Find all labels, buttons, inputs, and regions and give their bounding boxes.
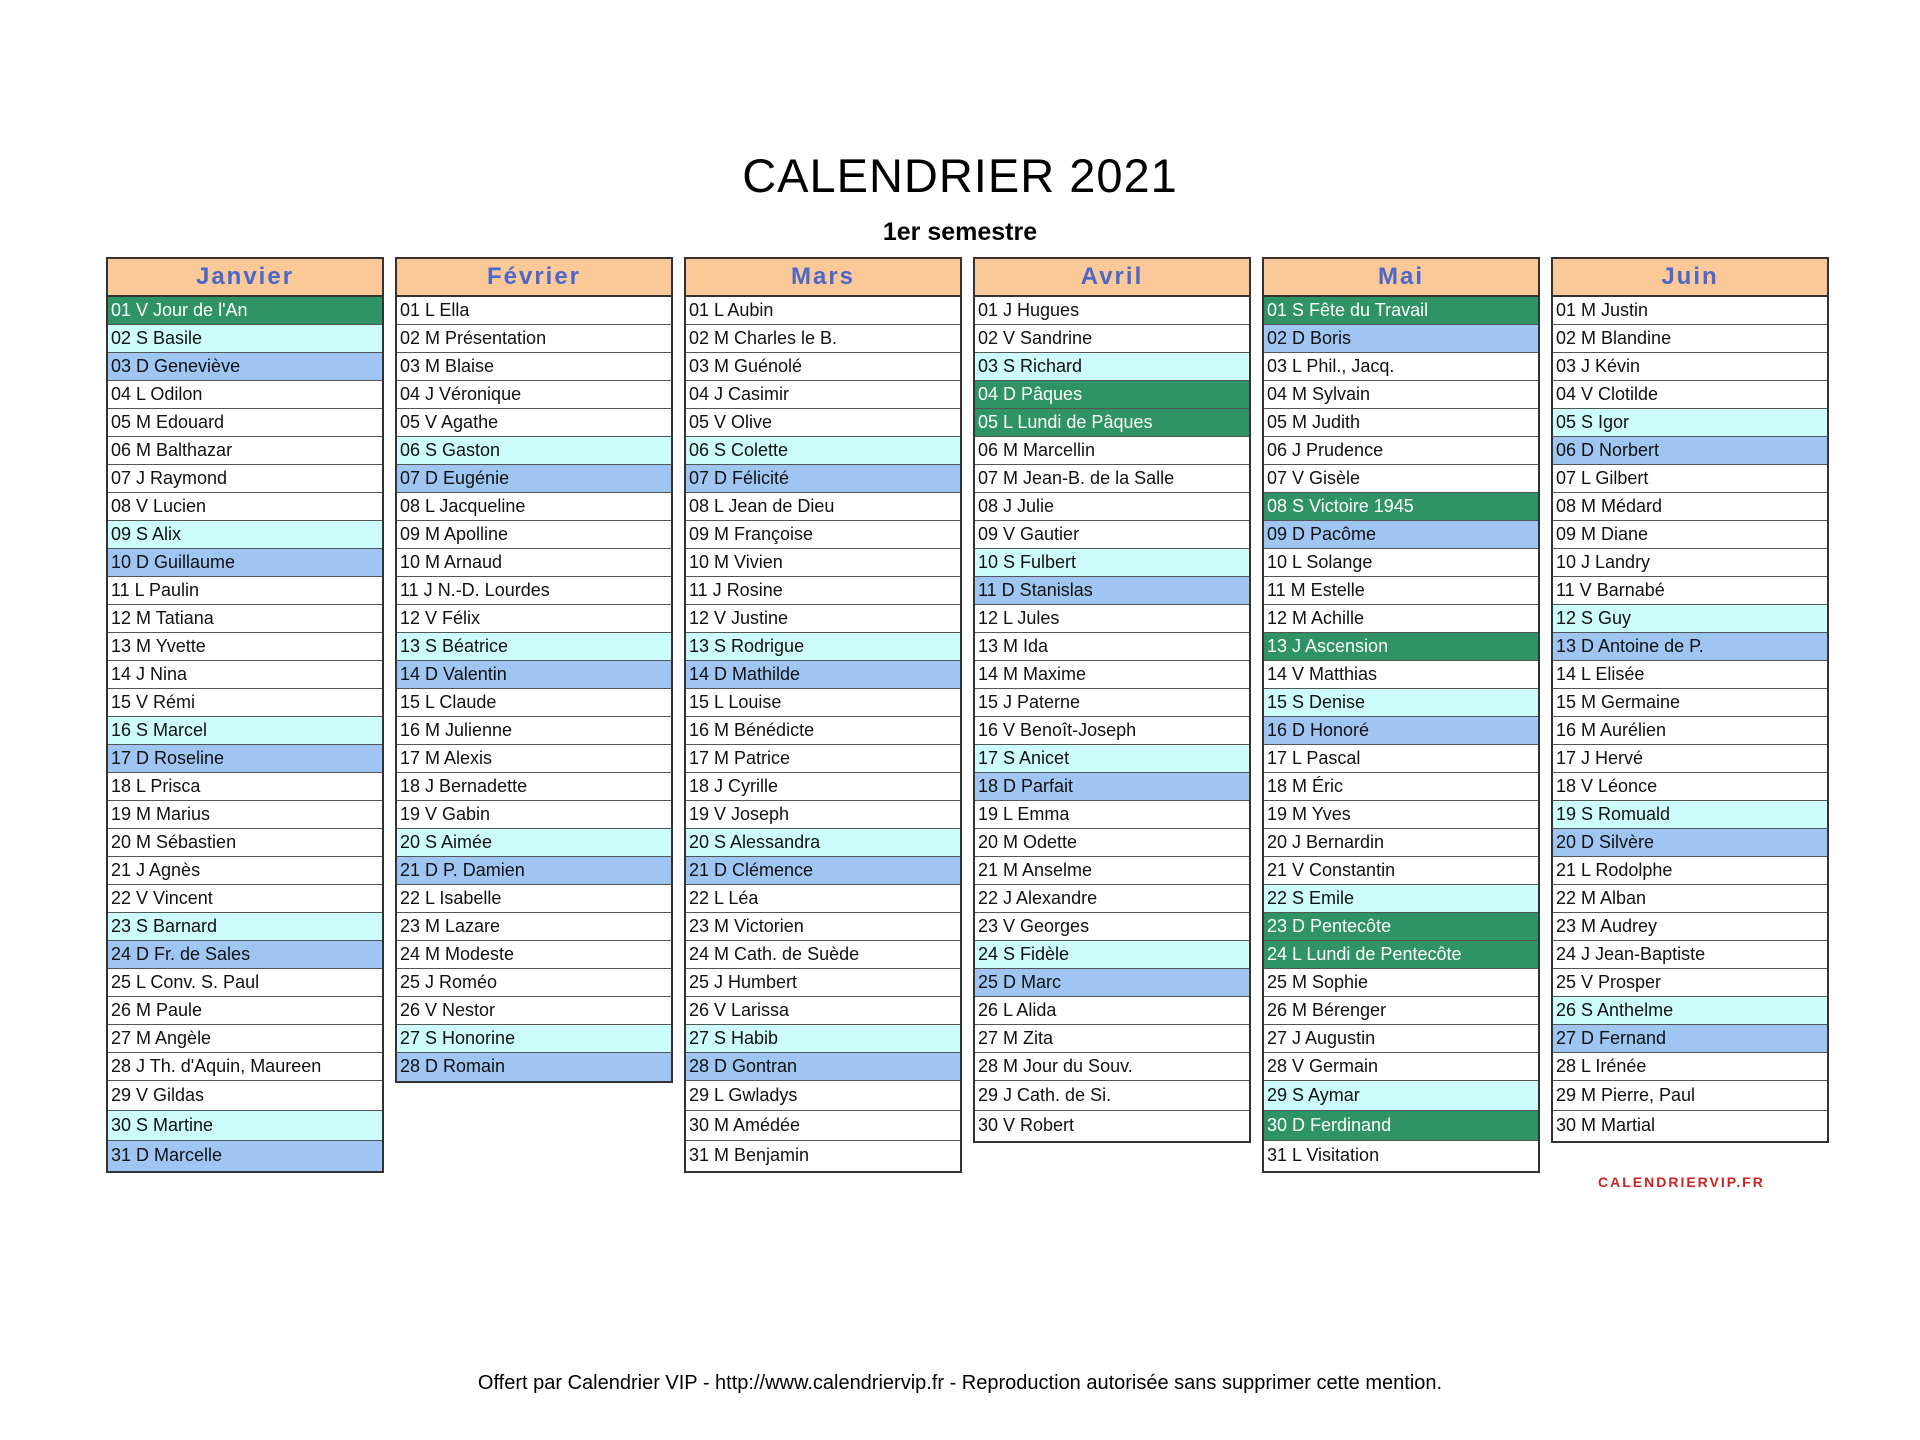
day-row: 21 J Agnès	[108, 857, 382, 885]
day-row: 29 L Gwladys	[686, 1081, 960, 1111]
day-row: 23 D Pentecôte	[1264, 913, 1538, 941]
day-row: 02 M Charles le B.	[686, 325, 960, 353]
day-row: 04 V Clotilde	[1553, 381, 1827, 409]
day-row: 25 D Marc	[975, 969, 1249, 997]
day-row: 29 V Gildas	[108, 1081, 382, 1111]
day-row: 16 M Julienne	[397, 717, 671, 745]
day-row: 05 M Judith	[1264, 409, 1538, 437]
day-row: 03 S Richard	[975, 353, 1249, 381]
day-row: 21 D Clémence	[686, 857, 960, 885]
day-row: 27 M Zita	[975, 1025, 1249, 1053]
day-row: 20 D Silvère	[1553, 829, 1827, 857]
day-row: 07 V Gisèle	[1264, 465, 1538, 493]
day-row: 28 V Germain	[1264, 1053, 1538, 1081]
day-row: 24 M Modeste	[397, 941, 671, 969]
day-row: 18 J Bernadette	[397, 773, 671, 801]
day-row: 21 V Constantin	[1264, 857, 1538, 885]
day-row: 26 M Paule	[108, 997, 382, 1025]
day-row: 24 J Jean-Baptiste	[1553, 941, 1827, 969]
day-row: 02 M Présentation	[397, 325, 671, 353]
day-row: 15 M Germaine	[1553, 689, 1827, 717]
day-row: 23 M Audrey	[1553, 913, 1827, 941]
day-row: 22 J Alexandre	[975, 885, 1249, 913]
day-row: 17 L Pascal	[1264, 745, 1538, 773]
day-row: 17 M Patrice	[686, 745, 960, 773]
day-row: 13 D Antoine de P.	[1553, 633, 1827, 661]
day-row: 06 S Gaston	[397, 437, 671, 465]
day-row: 28 M Jour du Souv.	[975, 1053, 1249, 1081]
day-row: 28 D Romain	[397, 1053, 671, 1081]
day-row: 06 M Balthazar	[108, 437, 382, 465]
day-row: 08 V Lucien	[108, 493, 382, 521]
month-column	[106, 257, 384, 1173]
day-row: 23 V Georges	[975, 913, 1249, 941]
day-row: 14 M Maxime	[975, 661, 1249, 689]
day-row: 09 V Gautier	[975, 521, 1249, 549]
day-row: 24 L Lundi de Pentecôte	[1264, 941, 1538, 969]
day-row: 20 S Alessandra	[686, 829, 960, 857]
day-row: 04 J Casimir	[686, 381, 960, 409]
day-row: 07 L Gilbert	[1553, 465, 1827, 493]
day-row: 22 M Alban	[1553, 885, 1827, 913]
day-row: 21 M Anselme	[975, 857, 1249, 885]
day-row: 05 V Agathe	[397, 409, 671, 437]
day-row: 06 D Norbert	[1553, 437, 1827, 465]
day-row: 18 J Cyrille	[686, 773, 960, 801]
day-row: 12 V Félix	[397, 605, 671, 633]
day-row: 04 M Sylvain	[1264, 381, 1538, 409]
day-row: 17 D Roseline	[108, 745, 382, 773]
month-header: Avril	[975, 259, 1249, 297]
day-row: 11 V Barnabé	[1553, 577, 1827, 605]
day-row: 01 J Hugues	[975, 297, 1249, 325]
day-row: 29 S Aymar	[1264, 1081, 1538, 1111]
day-row: 05 L Lundi de Pâques	[975, 409, 1249, 437]
day-row: 01 S Fête du Travail	[1264, 297, 1538, 325]
day-row: 04 L Odilon	[108, 381, 382, 409]
day-row: 02 M Blandine	[1553, 325, 1827, 353]
day-row: 04 J Véronique	[397, 381, 671, 409]
day-list	[975, 297, 1249, 1141]
day-row: 17 M Alexis	[397, 745, 671, 773]
day-row: 09 M Apolline	[397, 521, 671, 549]
day-row: 08 M Médard	[1553, 493, 1827, 521]
day-row: 20 M Sébastien	[108, 829, 382, 857]
day-row: 11 J Rosine	[686, 577, 960, 605]
day-list	[1264, 297, 1538, 1171]
day-row: 08 L Jacqueline	[397, 493, 671, 521]
day-row: 30 V Robert	[978, 1115, 1075, 1135]
month-column	[973, 257, 1251, 1143]
day-row: 29 M Pierre, Paul	[1553, 1081, 1827, 1111]
day-row: 14 J Nina	[108, 661, 382, 689]
day-row: 23 S Barnard	[108, 913, 382, 941]
day-row: 16 D Honoré	[1264, 717, 1538, 745]
day-row: 16 S Marcel	[108, 717, 382, 745]
day-row: 12 M Tatiana	[108, 605, 382, 633]
day-row: 10 M Vivien	[686, 549, 960, 577]
day-row: 31 M Benjamin	[689, 1145, 810, 1165]
day-list	[108, 297, 382, 1171]
day-row: 03 D Geneviève	[108, 353, 382, 381]
day-row: 05 S Igor	[1553, 409, 1827, 437]
day-row: 23 M Lazare	[397, 913, 671, 941]
day-row: 13 M Ida	[975, 633, 1249, 661]
day-row: 22 L Léa	[686, 885, 960, 913]
month-column	[395, 257, 673, 1083]
day-row: 19 S Romuald	[1553, 801, 1827, 829]
day-row: 04 D Pâques	[975, 381, 1249, 409]
day-row: 08 J Julie	[975, 493, 1249, 521]
day-row: 11 M Estelle	[1264, 577, 1538, 605]
day-row: 26 V Larissa	[686, 997, 960, 1025]
day-row: 11 L Paulin	[108, 577, 382, 605]
day-row: 16 M Bénédicte	[686, 717, 960, 745]
day-row: 25 J Humbert	[686, 969, 960, 997]
day-row: 21 D P. Damien	[397, 857, 671, 885]
month-header: Juin	[1553, 259, 1827, 297]
day-row: 10 J Landry	[1553, 549, 1827, 577]
day-row: 24 D Fr. de Sales	[108, 941, 382, 969]
month-header: Janvier	[108, 259, 382, 297]
day-row: 25 V Prosper	[1553, 969, 1827, 997]
day-row: 28 J Th. d'Aquin, Maureen	[108, 1053, 382, 1081]
day-row: 05 V Olive	[686, 409, 960, 437]
day-row: 26 M Bérenger	[1264, 997, 1538, 1025]
day-row: 18 M Éric	[1264, 773, 1538, 801]
page-title: CALENDRIER 2021	[742, 149, 1178, 202]
day-row: 02 S Basile	[108, 325, 382, 353]
day-row: 14 L Elisée	[1553, 661, 1827, 689]
day-row: 26 S Anthelme	[1553, 997, 1827, 1025]
day-row: 06 J Prudence	[1264, 437, 1538, 465]
day-row: 20 S Aimée	[397, 829, 671, 857]
month-column	[684, 257, 962, 1173]
page-subtitle: 1er semestre	[882, 218, 1038, 246]
day-row: 13 J Ascension	[1264, 633, 1538, 661]
day-row: 11 D Stanislas	[975, 577, 1249, 605]
month-column	[1551, 257, 1829, 1143]
day-row: 12 L Jules	[975, 605, 1249, 633]
day-row: 07 J Raymond	[108, 465, 382, 493]
day-row: 15 S Denise	[1264, 689, 1538, 717]
day-row: 03 M Guénolé	[686, 353, 960, 381]
day-row: 26 L Alida	[975, 997, 1249, 1025]
day-row: 08 L Jean de Dieu	[686, 493, 960, 521]
day-row: 30 M Amédée	[686, 1111, 960, 1141]
day-row: 09 M Françoise	[686, 521, 960, 549]
day-row: 02 V Sandrine	[975, 325, 1249, 353]
day-row: 15 L Louise	[686, 689, 960, 717]
day-row: 25 L Conv. S. Paul	[108, 969, 382, 997]
day-row: 16 V Benoît-Joseph	[975, 717, 1249, 745]
day-row: 27 M Angèle	[108, 1025, 382, 1053]
day-row: 19 M Yves	[1264, 801, 1538, 829]
day-row: 21 L Rodolphe	[1553, 857, 1827, 885]
day-row: 01 L Aubin	[686, 297, 960, 325]
day-row: 17 J Hervé	[1553, 745, 1827, 773]
month-column	[1262, 257, 1540, 1173]
day-row: 18 V Léonce	[1553, 773, 1827, 801]
day-row: 01 V Jour de l'An	[108, 297, 382, 325]
day-row: 03 J Kévin	[1553, 353, 1827, 381]
day-row: 31 L Visitation	[1267, 1145, 1380, 1165]
day-row: 12 V Justine	[686, 605, 960, 633]
day-row: 07 D Félicité	[686, 465, 960, 493]
day-row: 29 J Cath. de Si.	[975, 1081, 1249, 1111]
day-row: 27 J Augustin	[1264, 1025, 1538, 1053]
day-row: 19 M Marius	[108, 801, 382, 829]
day-row: 13 S Béatrice	[397, 633, 671, 661]
day-row: 27 D Fernand	[1553, 1025, 1827, 1053]
day-row: 28 L Irénée	[1553, 1053, 1827, 1081]
day-row: 17 S Anicet	[975, 745, 1249, 773]
day-list	[686, 297, 960, 1171]
day-row: 27 S Habib	[686, 1025, 960, 1053]
day-row: 14 V Matthias	[1264, 661, 1538, 689]
day-row: 05 M Edouard	[108, 409, 382, 437]
day-row: 27 S Honorine	[397, 1025, 671, 1053]
brand-label: CALENDRIERVIP.FR	[1598, 1174, 1765, 1190]
day-row: 25 M Sophie	[1264, 969, 1538, 997]
day-row: 15 J Paterne	[975, 689, 1249, 717]
day-row: 12 S Guy	[1553, 605, 1827, 633]
day-row: 10 L Solange	[1264, 549, 1538, 577]
day-row: 18 L Prisca	[108, 773, 382, 801]
day-row: 25 J Roméo	[397, 969, 671, 997]
month-header: Mars	[686, 259, 960, 297]
day-row: 13 M Yvette	[108, 633, 382, 661]
day-row: 08 S Victoire 1945	[1264, 493, 1538, 521]
day-row: 15 L Claude	[397, 689, 671, 717]
day-row: 01 L Ella	[397, 297, 671, 325]
day-row: 06 S Colette	[686, 437, 960, 465]
day-row: 09 D Pacôme	[1264, 521, 1538, 549]
day-row: 24 S Fidèle	[975, 941, 1249, 969]
day-row: 23 M Victorien	[686, 913, 960, 941]
day-row: 22 V Vincent	[108, 885, 382, 913]
day-row: 01 M Justin	[1553, 297, 1827, 325]
day-row: 10 D Guillaume	[108, 549, 382, 577]
day-row: 10 M Arnaud	[397, 549, 671, 577]
day-row: 14 D Valentin	[397, 661, 671, 689]
day-row: 19 V Gabin	[397, 801, 671, 829]
day-row: 03 L Phil., Jacq.	[1264, 353, 1538, 381]
day-row: 30 M Martial	[1556, 1115, 1656, 1135]
day-row: 11 J N.-D. Lourdes	[397, 577, 671, 605]
day-row: 22 S Emile	[1264, 885, 1538, 913]
day-row: 14 D Mathilde	[686, 661, 960, 689]
day-row: 09 S Alix	[108, 521, 382, 549]
month-header: Mai	[1264, 259, 1538, 297]
day-row: 24 M Cath. de Suède	[686, 941, 960, 969]
day-row: 31 D Marcelle	[108, 1141, 382, 1171]
day-row: 20 J Bernardin	[1264, 829, 1538, 857]
day-row: 26 V Nestor	[397, 997, 671, 1025]
day-row: 16 M Aurélien	[1553, 717, 1827, 745]
day-row: 02 D Boris	[1264, 325, 1538, 353]
day-row: 19 V Joseph	[686, 801, 960, 829]
day-row: 06 M Marcellin	[975, 437, 1249, 465]
day-row: 22 L Isabelle	[397, 885, 671, 913]
month-header: Février	[397, 259, 671, 297]
day-row: 19 L Emma	[975, 801, 1249, 829]
day-row: 07 D Eugénie	[397, 465, 671, 493]
day-row: 12 M Achille	[1264, 605, 1538, 633]
day-row: 18 D Parfait	[975, 773, 1249, 801]
day-row: 30 S Martine	[108, 1111, 382, 1141]
day-row: 07 M Jean-B. de la Salle	[975, 465, 1249, 493]
footer-credit: Offert par Calendrier VIP - http://www.calendriervip.fr - Reproduction autorisée sans supprimer cette mention.	[477, 1372, 1443, 1394]
day-row: 03 M Blaise	[397, 353, 671, 381]
day-row: 09 M Diane	[1553, 521, 1827, 549]
day-row: 15 V Rémi	[108, 689, 382, 717]
day-row: 13 S Rodrigue	[686, 633, 960, 661]
day-list	[397, 297, 671, 1081]
day-row: 20 M Odette	[975, 829, 1249, 857]
day-row: 10 S Fulbert	[975, 549, 1249, 577]
day-row: 30 D Ferdinand	[1264, 1111, 1538, 1141]
day-row: 28 D Gontran	[686, 1053, 960, 1081]
day-list	[1553, 297, 1827, 1141]
